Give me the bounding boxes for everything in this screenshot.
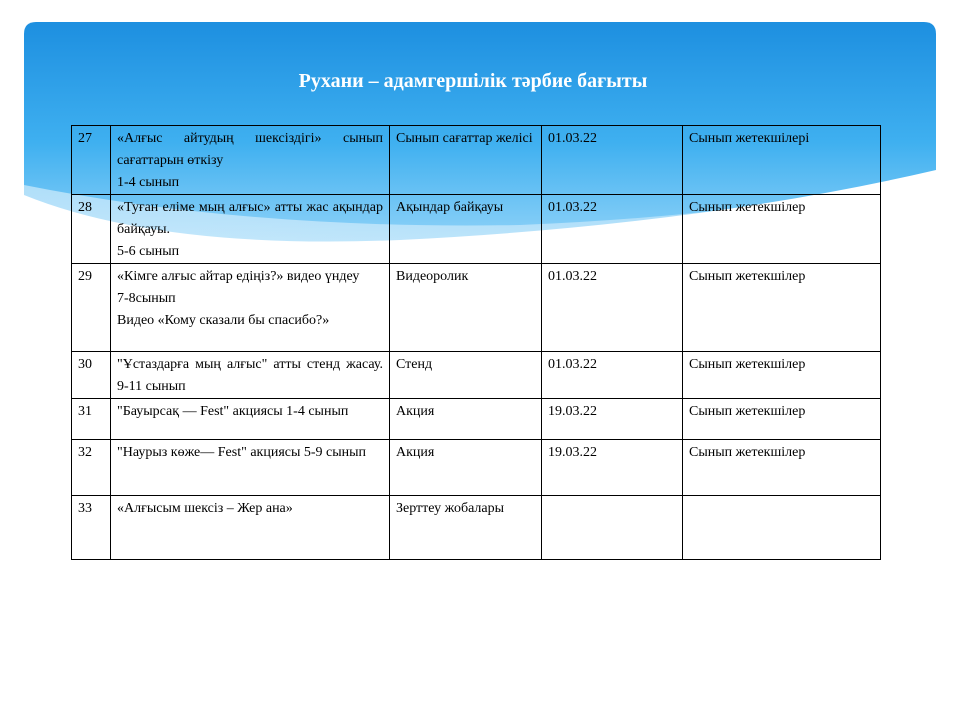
row-number: 30 <box>72 352 111 399</box>
event-grade: 5-6 сынып <box>117 244 180 259</box>
date-cell: 19.03.22 <box>542 440 683 496</box>
row-number: 29 <box>72 264 111 352</box>
form-cell: Стенд <box>390 352 542 399</box>
form-cell: Сынып сағаттар желісі <box>390 126 542 195</box>
responsible-cell: Сынып жетекшілер <box>683 264 881 352</box>
event-note: Видео «Кому сказали бы спасибо?» <box>117 313 330 328</box>
form-cell: Видеоролик <box>390 264 542 352</box>
event-cell <box>111 126 390 195</box>
event-text: «Кімге алғыс айтар едіңіз?» видео үндеу <box>117 269 360 284</box>
event-cell <box>111 195 390 264</box>
event-cell <box>111 352 390 399</box>
responsible-cell: Сынып жетекшілер <box>683 399 881 440</box>
form-cell: Акция <box>390 399 542 440</box>
date-cell: 01.03.22 <box>542 264 683 352</box>
date-cell: 01.03.22 <box>542 126 683 195</box>
responsible-cell: Сынып жетекшілер <box>683 440 881 496</box>
date-cell: 01.03.22 <box>542 195 683 264</box>
row-number: 27 <box>72 126 111 195</box>
events-table <box>71 125 881 560</box>
event-cell <box>111 399 390 440</box>
responsible-cell: Сынып жетекшілері <box>683 126 881 195</box>
table-row <box>72 399 881 440</box>
event-cell <box>111 264 390 352</box>
row-number: 28 <box>72 195 111 264</box>
event-grade: 1-4 сынып <box>117 175 180 190</box>
event-grade: 7-8сынып <box>117 291 176 306</box>
table-row <box>72 195 881 264</box>
event-cell <box>111 496 390 560</box>
event-text: "Наурыз көже— Fest" акциясы 5-9 сынып <box>117 445 367 460</box>
event-cell <box>111 440 390 496</box>
event-text: «Алғысым шексіз – Жер ана» <box>117 501 293 516</box>
table-row <box>72 264 881 352</box>
row-number: 33 <box>72 496 111 560</box>
responsible-cell: Сынып жетекшілер <box>683 195 881 264</box>
row-number: 32 <box>72 440 111 496</box>
event-text: "Бауырсақ — Fest" акциясы 1-4 сынып <box>117 404 349 419</box>
event-text: "Ұстаздарға мың алғыс" атты стенд жасау. 9-11 сынып <box>117 357 383 394</box>
form-cell: Зерттеу жобалары <box>390 496 542 560</box>
table-row <box>72 496 881 560</box>
form-cell: Ақындар байқауы <box>390 195 542 264</box>
event-text: «Алғыс айтудың шексіздігі» сынып сағаттарын өткізу <box>117 131 383 168</box>
table-row <box>72 126 881 195</box>
form-cell: Акция <box>390 440 542 496</box>
slide-title: Рухани – адамгершілік тәрбие бағыты <box>298 70 648 92</box>
table-row <box>72 352 881 399</box>
date-cell: 01.03.22 <box>542 352 683 399</box>
row-number: 31 <box>72 399 111 440</box>
date-cell <box>542 496 683 560</box>
responsible-cell <box>683 496 881 560</box>
table-row <box>72 440 881 496</box>
event-text: «Туған еліме мың алғыс» атты жас ақындар байқауы. <box>117 200 383 237</box>
date-cell: 19.03.22 <box>542 399 683 440</box>
responsible-cell: Сынып жетекшілер <box>683 352 881 399</box>
